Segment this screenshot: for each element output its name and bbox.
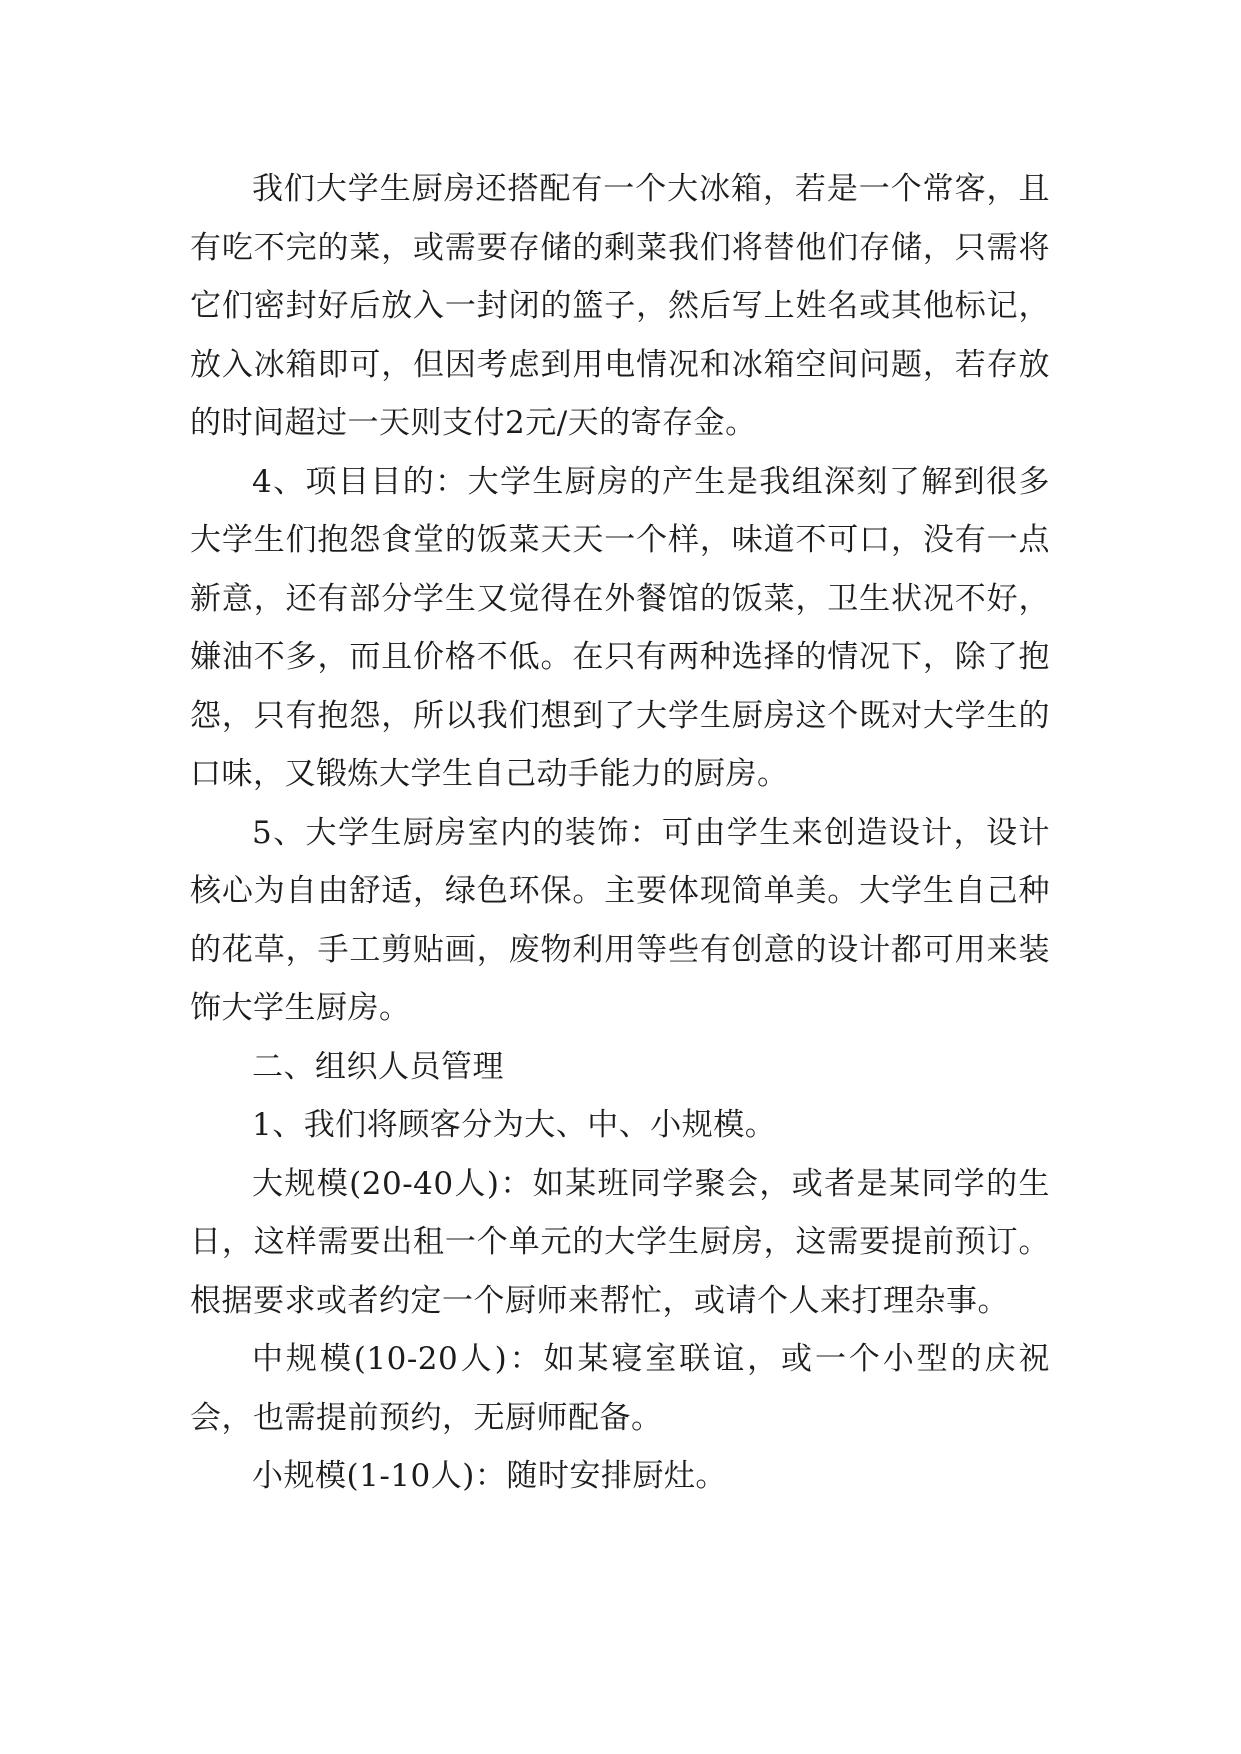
paragraph-large-scale: 大规模(20-40人)：如某班同学聚会，或者是某同学的生日，这样需要出租一个单元的大学生厨房，这需要提前预订。根据要求或者约定一个厨师来帮忙，或请个人来打理杂事。 [190, 1165, 1050, 1319]
paragraph-customer-scale: 1、我们将顾客分为大、中、小规模。 [252, 1107, 777, 1143]
document-body [190, 160, 1050, 1506]
paragraph-refrigerator-storage: 我们大学生厨房还搭配有一个大冰箱，若是一个常客，且有吃不完的菜，或需要存储的剩菜我们将替他们存储，只需将它们密封好后放入一封闭的篮子，然后写上姓名或其他标记，放入冰箱即可，但因考虑到用电情况和冰箱空间问题，若存放的时间超过一天则支付2元/天的寄存金。 [190, 171, 1050, 441]
paragraph-small-scale: 小规模(1-10人)：随时安排厨灶。 [252, 1458, 727, 1494]
section-heading-staff-management: 二、组织人员管理 [252, 1048, 504, 1085]
paragraph-project-purpose: 4、项目目的：大学生厨房的产生是我组深刻了解到很多大学生们抱怨食堂的饭菜天天一个样，味道不可口，没有一点新意，还有部分学生又觉得在外餐馆的饭菜，卫生状况不好，嫌油不多，而且价格不低。在只有两种选择的情况下，除了抱怨，只有抱怨，所以我们想到了大学生厨房这个既对大学生的口味，又锻炼大学生自己动手能力的厨房。 [190, 463, 1050, 792]
paragraph-medium-scale: 中规模(10-20人)：如某寝室联谊，或一个小型的庆祝会，也需提前预约，无厨师配备。 [190, 1341, 1050, 1436]
paragraph-interior-decoration: 5、大学生厨房室内的装饰：可由学生来创造设计，设计核心为自由舒适，绿色环保。主要体现简单美。大学生自己种的花草，手工剪贴画，废物利用等些有创意的设计都可用来装饰大学生厨房。 [190, 814, 1050, 1026]
